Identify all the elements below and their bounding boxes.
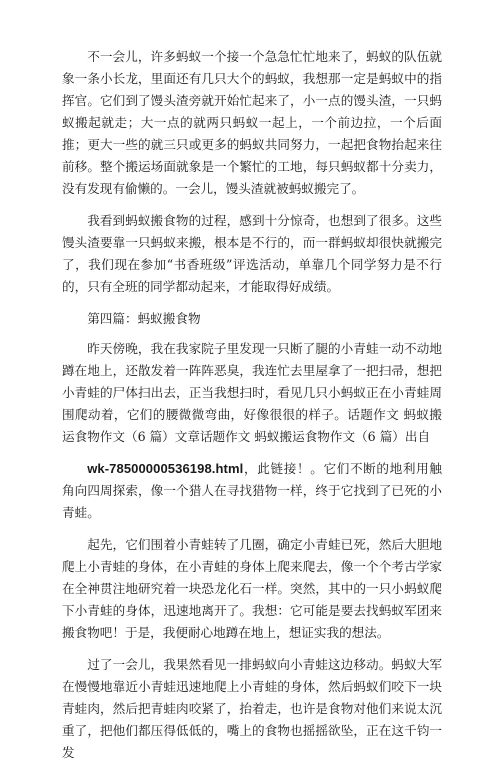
paragraph-ants-explore-frog: 起先，它们围着小青蛙转了几圈，确定小青蛙已死，然后大胆地爬上小青蛙的身体，在小青蛙的身体上爬来爬去，像一个个考古学家在全神贯注地研究着一块恐龙化石一样。突然，其中的一只小蚂蚁爬下小青蛙的身体，迅速地离开了。我想：它可能是要去找蚂蚁军团来搬食物吧！于是，我便耐心地蹲在地上，想证实我的想法。 <box>62 537 442 640</box>
section-heading-part-four: 第四篇：蚂蚁搬食物 <box>87 311 201 326</box>
source-link-trailing-text: ，此链接！。它们不断的地利用触角向四周探索，像一个猎人在寻找猎物一样，终于它找到了已死的小青蛙。 <box>62 461 442 520</box>
paragraph-frog-discovery: 昨天傍晚，我在我家院子里发现一只断了腿的小青蛙一动不动地蹲在地上，还散发着一阵阵恶臭，我连忙去里屋拿了一把扫帚，想把小青蛙的尸体扫出去，正当我想扫时，看见几只小蚂蚁正在小青蛙周围爬动着，它们的腰微微弯曲，好像很很的样子。话题作文 蚂蚁搬运食物作文（6 篇）文章话题作文 蚂蚁搬运食物作文（6 篇）出自 <box>62 341 442 444</box>
paragraph-ant-army: 过了一会儿，我果然看见一排蚂蚁向小青蛙这边移动。蚂蚁大军在慢慢地靠近小青蛙迅速地爬上小青蛙的身体，然后蚂蚁们咬下一块青蛙肉，然后把青蛙肉咬紧了，抬着走，也许是食物对他们来说太沉重了，把他们都压得低低的，嘴上的食物也摇摇欲坠，正在这千钧一发 <box>62 657 442 760</box>
paragraph-ant-team-arrives: 不一会儿，许多蚂蚁一个接一个急急忙忙地来了，蚂蚁的队伍就象一条小长龙，里面还有几只大个的蚂蚁，我想那一定是蚂蚁中的指挥官。它们到了馒头渣旁就开始忙起来了，小一点的馒头渣，一只蚂蚁搬起就走；大一点的就两只蚂蚁一起上，一个前边拉，一个后面推；更大一些的就三只或更多的蚂蚁共同努力，一起把食物抬起来往前移。整个搬运场面就象是一个繁忙的工地，每只蚂蚁都十分卖力，没有发现有偷懒的。一会儿，馒头渣就被蚂蚁搬完了。 <box>62 49 442 196</box>
source-link-text[interactable]: wk-78500000536198.html <box>87 461 244 476</box>
paragraph-source-link <box>62 458 442 524</box>
paragraph-reflection: 我看到蚂蚁搬食物的过程，感到十分惊奇，也想到了很多。这些馒头渣要靠一只蚂蚁来搬，根本是不行的，而一群蚂蚁却很快就搬完了，我们现在参加“书香班级”评选活动，单靠几个同学努力是不行的，只有全班的同学都动起来，才能取得好成绩。 <box>62 213 442 294</box>
document-page <box>62 46 442 774</box>
